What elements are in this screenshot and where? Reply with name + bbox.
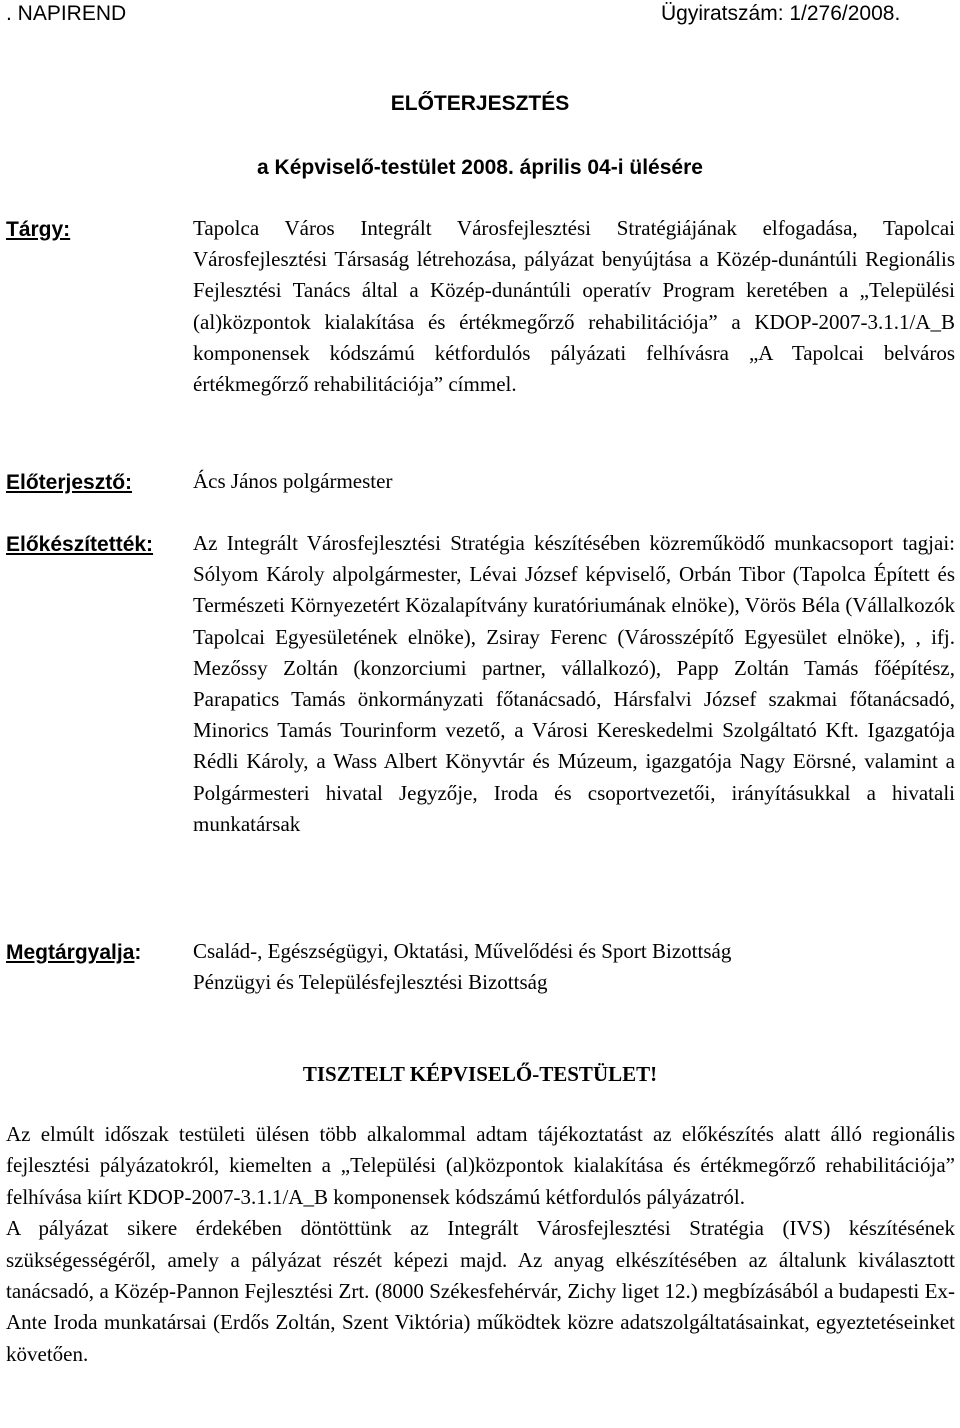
subject-value: Tapolca Város Integrált Városfejlesztési Stratégiájának elfogadása, Tapolcai Városfejlesztési Társaság létrehozása, pályázat benyújtása a Közép-dunántúli Regionális Fejlesztési Tanács által a Közép-dunántúli operatív Program keretében a „Települési (al)központok kialakítása és értékmegőrző rehabilitációja” a KDOP-2007-3.1.1/A_B komponensek kódszámú kétfordulós pályázati felhívásra „A Tapolcai belváros értékmegőrző rehabilitációja” címmel.: [193, 216, 955, 397]
body-text: [6, 1119, 955, 1370]
prepared-by-label: Előkészítették:: [6, 533, 154, 556]
paragraph-2: A pályázat sikere érdekében döntöttünk az Integrált Városfejlesztési Stratégia (IVS) készítésének szükségességéről, amely a pályázat részét képezi majd. Az anyag elkészítésében az általunk kiválasztott tanácsadó, a Közép-Pannon Fejlesztési Zrt. (8000 Székesfehérvár, Zichy liget 12.) megbízásából a budapesti Ex-Ante Iroda munkatársai (Erdős Zoltán, Szent Viktória) működtek közre adatszolgáltatásainkat, egyeztetéseinket követően.: [6, 1216, 955, 1366]
salutation: TISZTELT KÉPVISELŐ-TESTÜLET!: [302, 1062, 658, 1086]
agenda-label: . NAPIREND: [6, 2, 127, 25]
document-subtitle: a Képviselő-testület 2008. április 04-i ülésére: [257, 156, 703, 179]
committee-2: Pénzügyi és Településfejlesztési Bizottság: [193, 970, 548, 995]
presenter-value: Ács János polgármester: [193, 469, 393, 493]
presenter-label: Előterjesztő:: [6, 471, 133, 494]
file-number: Ügyiratszám: 1/276/2008.: [661, 2, 901, 25]
committee-1: Család-, Egészségügyi, Oktatási, Művelődési és Sport Bizottság: [193, 939, 732, 963]
document-header: [6, 2, 954, 32]
prepared-by-value: Az Integrált Városfejlesztési Stratégia készítésében közreműködő munkacsoport tagjai: Sólyom Károly alpolgármester, Lévai József képviselő, Orbán Tibor (Tapolca Épített és Természeti Környezetért Közalapítvány kuratóriumának elnöke), Vörös Béla (Vállalkozók Tapolcai Egyesületének elnöke), Zsiray Ferenc (Városszépítő Egyesület elnöke), , ifj. Mezőssy Zoltán (konzorciumi partner, vállalkozó), Papp Zoltán Tamás főépítész, Parapatics Tamás önkormányzati főtanácsadó, Hársfalvi József szakmai főtanácsadó, Minorics Tamás Tourinform vezető, a Városi Kereskedelmi Szolgáltató Kft. Igazgatója Rédli Károly, a Wass Albert Könyvtár és Múzeum, igazgatója Nagy Eörsné, valamint a Polgármesteri hivatal Jegyzője, Iroda és csoportvezetői, irányításukkal a hivatali munkatársak: [193, 531, 955, 836]
discussed-by-value: [193, 936, 955, 998]
paragraph-1: Az elmúlt időszak testületi ülésen több alkalommal adtam tájékoztatást az előkészítés alatt álló regionális fejlesztési pályázatokról, kiemelten a „Települési (al)központok kialakítása és értékmegőrző rehabilitációja” felhívása kiírt KDOP-2007-3.1.1/A_B komponensek kódszámú kétfordulós pályázatról.: [6, 1122, 955, 1209]
discussed-by-label: Megtárgyalja:: [6, 941, 142, 964]
discussed-by-label-text: Megtárgyalja: [6, 941, 135, 964]
document-title: ELŐTERJESZTÉS: [390, 92, 570, 115]
subject-label: Tárgy:: [6, 218, 71, 241]
